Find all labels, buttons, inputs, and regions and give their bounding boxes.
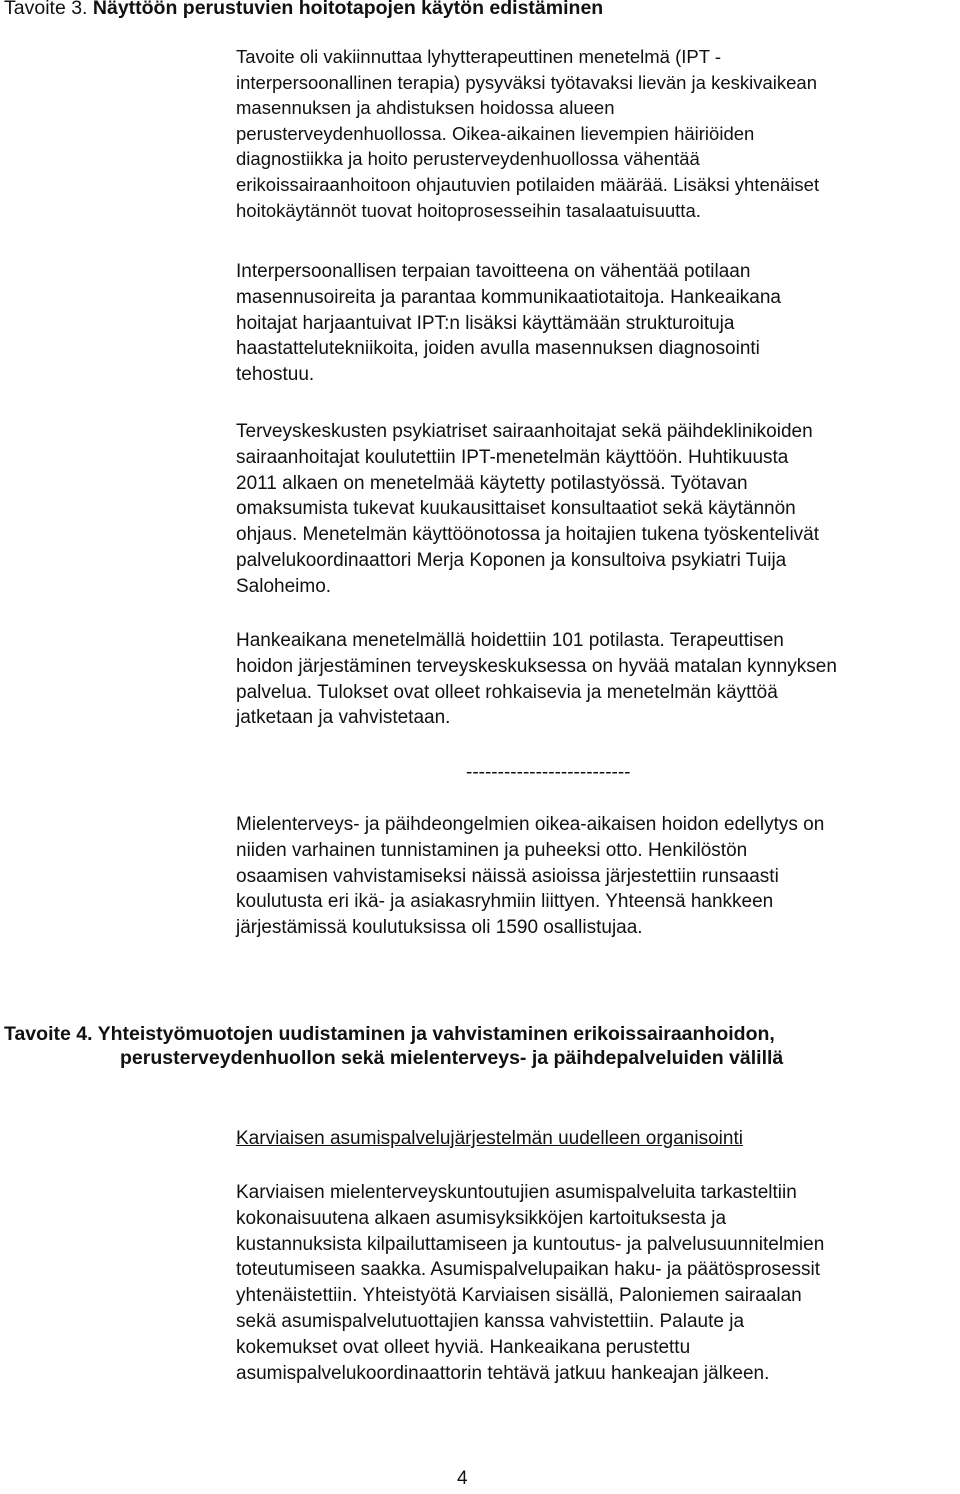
paragraph-ipt-aim: Interpersoonallisen terpaian tavoitteena on vähentää potilaan masennusoireita ja parantaa kommunikaatiotaitoja. Hankeaikana hoitajat harjaantuivat IPT:n lisäksi käyttämään strukturoituja haastattelutekniikoita, joiden avulla masennuksen diagnosointi tehostuu. (236, 261, 781, 386)
paragraph-ipt-training: Terveyskeskusten psykiatriset sairaanhoitajat sekä päihdeklinikoiden sairaanhoitajat koulutettiin IPT-menetelmän käyttöön. Huhtikuusta 2011 alkaen on menetelmää käytetty potilastyössä. Työtavan omaksumista tukevat kuukausittaiset konsultaatiot sekä käytännön ohjaus. Menetelmän käyttöönotossa ja hoitajien tukena työskentelivät palvelukoordinaattori Merja Koponen ja konsultoiva psykiatri Tuija Saloheimo. (236, 421, 820, 597)
section-separator: -------------------------- (466, 762, 631, 783)
page-number: 4 (457, 1468, 468, 1489)
section-3-heading (4, 0, 603, 20)
section-4-heading (4, 1022, 783, 1070)
paragraph-ipt-results: Hankeaikana menetelmällä hoidettiin 101 potilasta. Terapeuttisen hoidon järjestäminen terveyskeskuksessa on hyvää matalan kynnyksen palvelua. Tulokset ovat olleet rohkaisevia ja menetelmän käyttöä jatketaan ja vahvistetaan. (236, 630, 837, 729)
paragraph-housing-services: Karviaisen mielenterveyskuntoutujien asumispalveluita tarkasteltiin kokonaisuutena alkaen asumisyksikköjen kartoituksesta ja kustannuksista kilpailuttamiseen ja kuntoutus- ja palvelusuunnitelmien toteutumiseen saakka. Asumispalvelupaikan haku- ja päätösprosessit yhtenäistettiin. Yhteistyötä Karviaisen sisällä, Paloniemen sairaalan sekä asumispalvelutuottajien kanssa vahvistettiin. Palaute ja kokemukset ovat olleet hyviä. Hankeaikana perustettu asumispalvelukoordinaattorin tehtävä jatkuu hankeajan jälkeen. (236, 1182, 825, 1384)
paragraph-training-summary: Mielenterveys- ja päihdeongelmien oikea-aikaisen hoidon edellytys on niiden varhainen tunnistaminen ja puheeksi otto. Henkilöstön osaamisen vahvistamiseksi näissä asioissa järjestettiin runsaasti koulutusta eri ikä- ja asiakasryhmiin liittyen. Yhteensä hankkeen järjestämissä koulutuksissa oli 1590 osallistujaa. (236, 814, 825, 939)
section-4-title-line-2: perusterveydenhuollon sekä mielenterveys- ja päihdepalveluiden välillä (120, 1047, 784, 1069)
paragraph-ipt-goal: Tavoite oli vakiinnuttaa lyhytterapeuttinen menetelmä (IPT - interpersoonallinen terapia) pysyväksi työtavaksi lievän ja keskivaikean masennuksen ja ahdistuksen hoidossa alueen perusterveydenhuollossa. Oikea-aikainen lievempien häiriöiden diagnostiikka ja hoito perusterveydenhuollossa vähentää erikoissairaanhoitoon ohjautuvien potilaiden määrää. Lisäksi yhtenäiset hoitokäytännöt tuovat hoitoprosesseihin tasalaatuisuutta. (236, 46, 820, 221)
section-3-title: Näyttöön perustuvien hoitotapojen käytön edistäminen (92, 0, 604, 19)
section-3-label: Tavoite 3. (4, 0, 88, 19)
subheading-housing-services: Karviaisen asumispalvelujärjestelmän uudelleen organisointi (236, 1128, 743, 1149)
section-4-title-line-1: Yhteistyömuotojen uudistaminen ja vahvistaminen erikoissairaanhoidon, (97, 1023, 775, 1045)
section-4-label: Tavoite 4. (4, 1023, 93, 1045)
